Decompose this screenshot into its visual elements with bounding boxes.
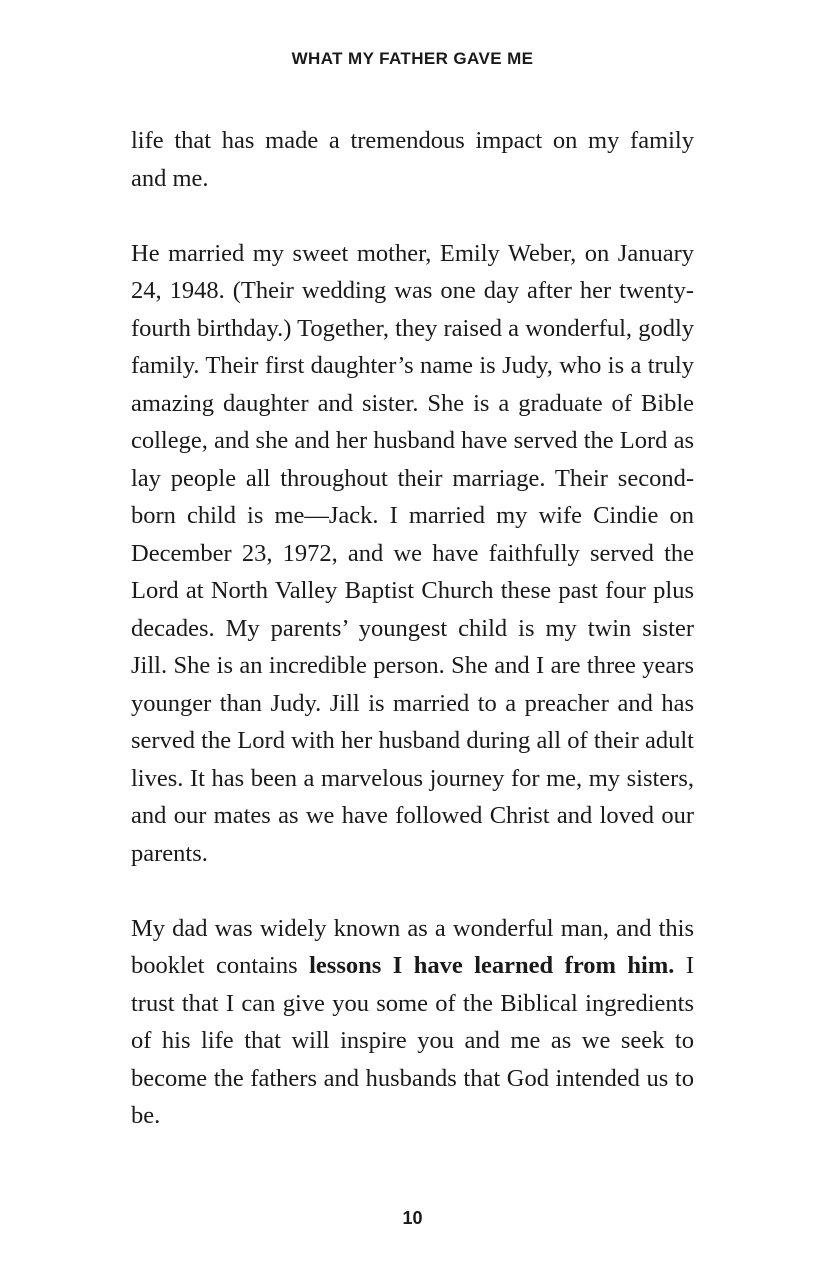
paragraph-3 (131, 910, 694, 1135)
page-number: 10 (402, 1208, 423, 1228)
running-head-title: WHAT MY FATHER GAVE ME (291, 49, 534, 68)
paragraph-2: He married my sweet mother, Emily Weber, on January 24, 1948. (Their wedding was one day after her twenty-fourth birthday.) Together, they raised a wonderful, godly family. Their first daughter’s name is Judy, who is a truly amazing daughter and sister. She is a graduate of Bible college, and she and her husband have served the Lord as lay people all throughout their marriage. Their second-born child is me—Jack. I married my wife Cindie on December 23, 1972, and we have faithfully served the Lord at North Valley Baptist Church these past four plus decades. My parents’ youngest child is my twin sister Jill. She is an incredible person. She and I are three years younger than Judy. Jill is married to a preacher and has served the Lord with her husband during all of their adult lives. It has been a marvelous journey for me, my sisters, and our mates as we have followed Christ and loved our parents. (131, 239, 694, 867)
paragraph-1: life that has made a tremendous impact on my family and me. (131, 127, 694, 192)
body-text (131, 122, 694, 1135)
paragraph-3-start: My dad was widely known as a wonderful man, and this booklet contains (131, 914, 694, 979)
paragraph-3-emphasis: lessons I have learned from him. (309, 952, 675, 979)
paragraph-3-end: I trust that I can give you some of the Biblical ingredients of his life that will inspire you and me as we seek to become the fathers and husbands that God intended us to be. (131, 952, 694, 1129)
